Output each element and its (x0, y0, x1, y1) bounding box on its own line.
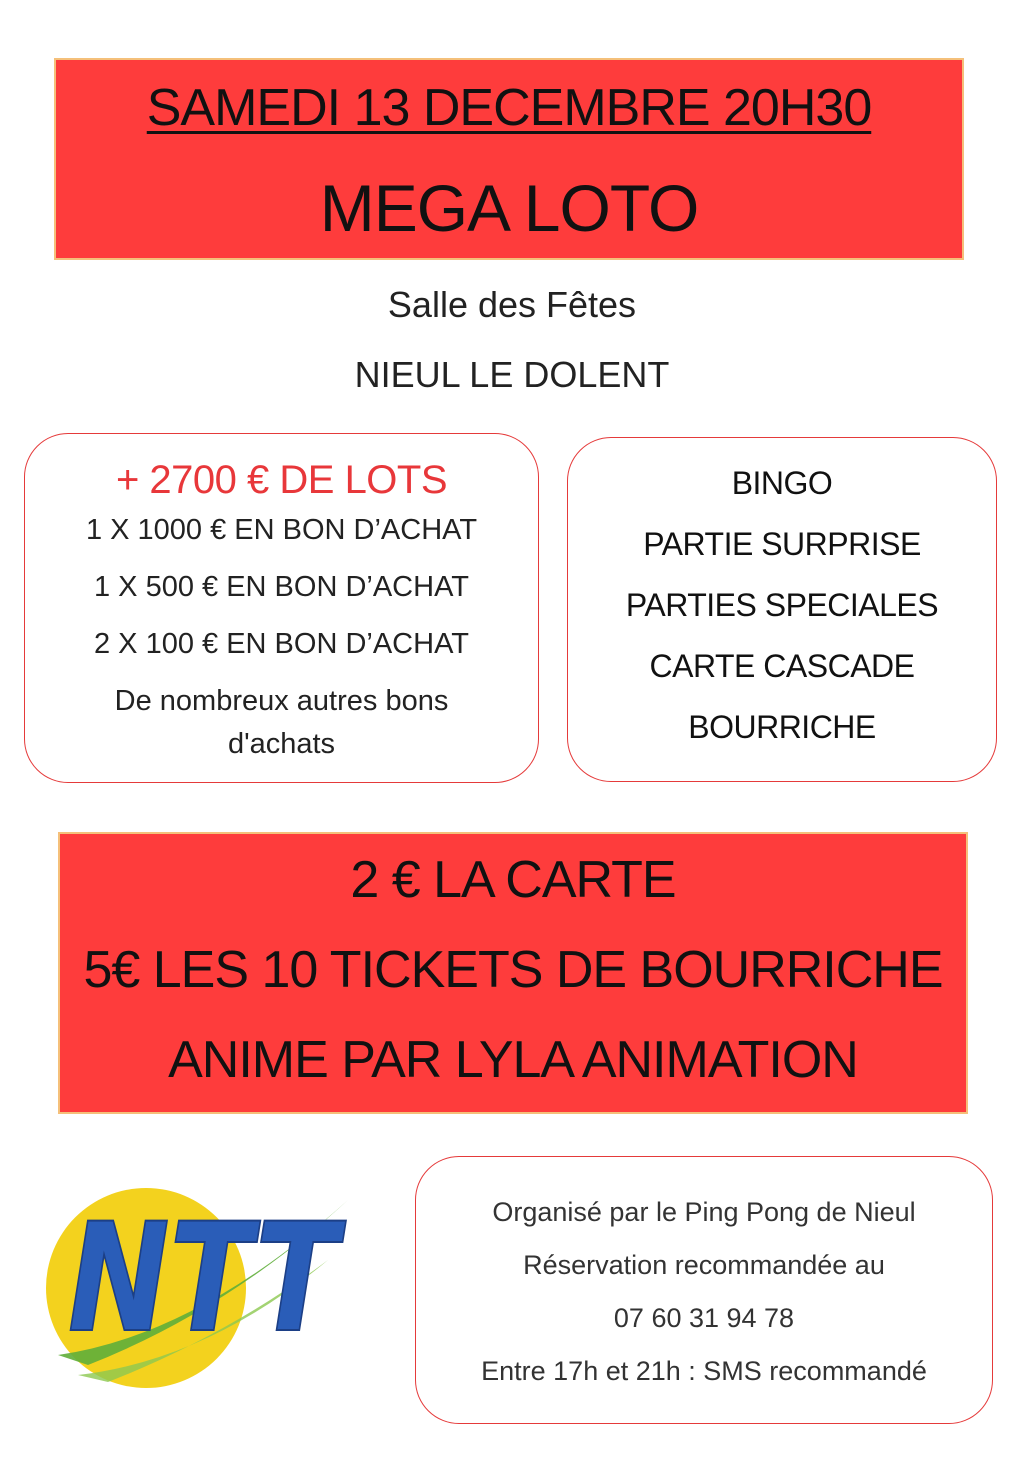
pricing-banner (58, 832, 968, 1114)
phone-number[interactable]: 07 60 31 94 78 (613, 1303, 795, 1333)
game-item: PARTIE SURPRISE (643, 526, 921, 562)
prize-extra: De nombreux autres bons d'achats (114, 685, 449, 760)
event-date: SAMEDI 13 DECEMBRE 20H30 (146, 79, 872, 137)
prizes-card (24, 433, 539, 783)
logo-text: NTT (68, 1192, 347, 1366)
game-item: CARTE CASCADE (649, 648, 915, 684)
venue-town: NIEUL LE DOLENT (354, 354, 670, 395)
price-card: 2 € LA CARTE (350, 851, 676, 909)
game-item: BOURRICHE (688, 709, 876, 745)
games-card (567, 437, 997, 782)
game-item: BINGO (731, 465, 833, 501)
animator-line: ANIME PAR LYLA ANIMATION (168, 1031, 858, 1089)
header-banner (54, 58, 964, 260)
info-card (415, 1156, 993, 1424)
prize-item: 2 X 100 € EN BON D’ACHAT (94, 628, 469, 660)
game-item: PARTIES SPECIALES (625, 587, 939, 623)
venue-hall: Salle des Fêtes (387, 284, 637, 325)
prize-item: 1 X 500 € EN BON D’ACHAT (94, 571, 469, 603)
sms-hours-text: Entre 17h et 21h : SMS recommandé (481, 1356, 927, 1386)
event-title: MEGA LOTO (319, 171, 699, 245)
prize-item: 1 X 1000 € EN BON D’ACHAT (85, 514, 478, 546)
price-tickets: 5€ LES 10 TICKETS DE BOURRICHE (83, 941, 943, 999)
prizes-title: + 2700 € DE LOTS (115, 458, 448, 502)
organizer-text: Organisé par le Ping Pong de Nieul (492, 1197, 916, 1227)
reservation-text: Réservation recommandée au (523, 1250, 885, 1280)
ntt-club-logo (28, 1160, 358, 1390)
